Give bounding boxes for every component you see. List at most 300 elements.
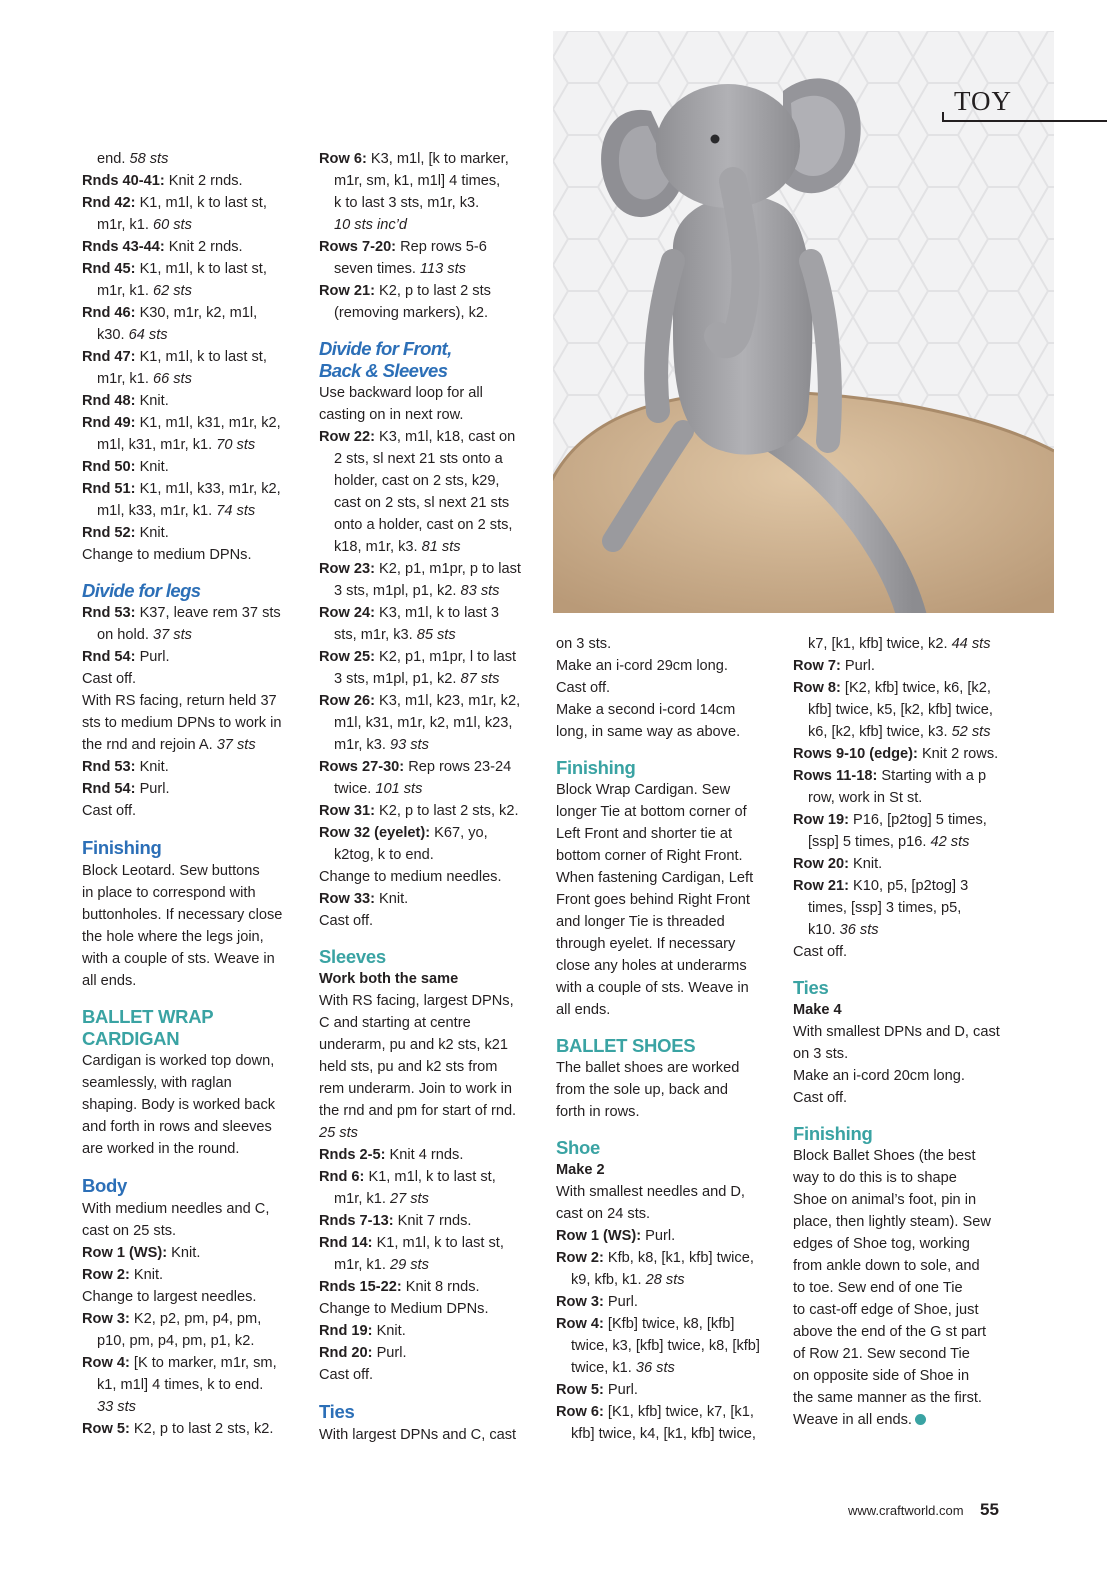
- instruction-text: Shoe on animal’s foot, pin in: [793, 1192, 977, 1208]
- pattern-line: [82, 800, 304, 822]
- pattern-line: [319, 148, 544, 170]
- instruction-text: casting on in next row.: [319, 407, 464, 423]
- pattern-line: [82, 456, 304, 478]
- instruction-text: row, work in St st.: [808, 790, 923, 806]
- instruction-text: K1, m1l, k to last st,: [135, 261, 267, 277]
- instruction-text: With smallest needles and D,: [556, 1184, 745, 1200]
- section-tag: [942, 86, 1107, 122]
- row-label: Row 33:: [319, 891, 375, 907]
- instruction-text: [ssp] 5 times, p16.: [808, 834, 931, 850]
- pattern-line: [82, 324, 304, 346]
- pattern-line: [319, 514, 544, 536]
- instruction-text: Purl.: [603, 1382, 638, 1398]
- row-label: Row 4:: [556, 1316, 604, 1332]
- row-label: Rnds 7-13:: [319, 1213, 394, 1229]
- instruction-text: K2, p to last 2 sts, k2.: [129, 1421, 274, 1437]
- pattern-line: [319, 1210, 544, 1232]
- pattern-line: [82, 1198, 304, 1220]
- pattern-line: [319, 404, 544, 426]
- spacer: [556, 743, 778, 757]
- instruction-text: K2, p1, m1pr, p to last: [374, 561, 521, 577]
- row-label: Rnd 51:: [82, 481, 136, 497]
- row-label: Row 3:: [556, 1294, 604, 1310]
- row-label: Rnds 43-44:: [82, 239, 165, 255]
- instruction-text: the hole where the legs join,: [82, 929, 264, 945]
- pattern-line: [556, 801, 778, 823]
- pattern-line: [556, 655, 778, 677]
- pattern-line: [319, 1122, 544, 1144]
- instruction-text: m1l, k31, m1r, k2, m1l, k23,: [334, 715, 513, 731]
- pattern-line: [82, 1072, 304, 1094]
- pattern-line: [319, 236, 544, 258]
- pattern-line: [82, 170, 304, 192]
- instruction-text: Block Wrap Cardigan. Sew: [556, 782, 731, 798]
- pattern-line: [556, 1101, 778, 1123]
- pattern-line: [556, 999, 778, 1021]
- pattern-line: [793, 743, 1018, 765]
- instruction-text: sts, m1r, k3.: [334, 627, 417, 643]
- pattern-line: [82, 214, 304, 236]
- pattern-line: [319, 470, 544, 492]
- pattern-line: [793, 897, 1018, 919]
- instruction-text: and forth in rows and sleeves: [82, 1119, 272, 1135]
- section-heading: Shoe: [556, 1137, 601, 1158]
- pattern-line: [319, 492, 544, 514]
- stitch-count: 74 sts: [216, 503, 256, 519]
- row-label: Rnd 50:: [82, 459, 136, 475]
- stitch-count: 62 sts: [152, 283, 192, 299]
- pattern-line: [82, 346, 304, 368]
- pattern-line: [82, 602, 304, 624]
- stitch-count: 83 sts: [460, 583, 500, 599]
- pattern-line: [319, 1078, 544, 1100]
- section-heading: Back & Sleeves: [319, 360, 448, 381]
- row-label: Rnd 54:: [82, 781, 136, 797]
- instruction-text: k1, m1l] 4 times, k to end.: [97, 1377, 264, 1393]
- row-label: Row 20:: [793, 856, 849, 872]
- pattern-line: [82, 756, 304, 778]
- stitch-count: 10 sts inc’d: [334, 217, 408, 233]
- stitch-count: 70 sts: [216, 437, 256, 453]
- text-column-3: [556, 633, 778, 1445]
- section-heading: Ties: [319, 1401, 355, 1422]
- row-label: Row 5:: [556, 1382, 604, 1398]
- pattern-line: [82, 478, 304, 500]
- instruction-text: with a couple of sts. Weave in: [556, 980, 749, 996]
- pattern-line: [319, 1424, 544, 1446]
- section-heading: BALLET SHOES: [556, 1035, 696, 1056]
- pattern-line: [82, 1220, 304, 1242]
- section-tag-rule: [942, 120, 1107, 122]
- row-label: Row 23:: [319, 561, 375, 577]
- pattern-line: [319, 426, 544, 448]
- instruction-text: edges of Shoe tog, working: [793, 1236, 970, 1252]
- pattern-line: [793, 809, 1018, 831]
- section-heading: BALLET WRAP: [82, 1006, 214, 1027]
- instruction-text: Knit.: [135, 393, 169, 409]
- row-label: Row 8:: [793, 680, 841, 696]
- pattern-line: [82, 302, 304, 324]
- row-label: Row 19:: [793, 812, 849, 828]
- pattern-line: [82, 236, 304, 258]
- instruction-text: Left Front and shorter tie at: [556, 826, 733, 842]
- pattern-line: [319, 1254, 544, 1276]
- pattern-line: [82, 1396, 304, 1418]
- pattern-line: [82, 500, 304, 522]
- instruction-text: Knit.: [372, 1323, 406, 1339]
- pattern-line: [319, 1298, 544, 1320]
- instruction-text: [K1, kfb] twice, k7, [k1,: [603, 1404, 754, 1420]
- pattern-line: [319, 646, 544, 668]
- pattern-line: [319, 1166, 544, 1188]
- instruction-text: to cast-off edge of Shoe, just: [793, 1302, 979, 1318]
- instruction-text: Knit 2 rnds.: [164, 239, 243, 255]
- text-column-4: [793, 633, 1018, 1431]
- instruction-text: k18, m1r, k3.: [334, 539, 422, 555]
- pattern-line: [82, 1352, 304, 1374]
- stitch-count: 58 sts: [129, 151, 169, 167]
- pattern-line: [319, 580, 544, 602]
- section-heading: CARDIGAN: [82, 1028, 180, 1049]
- instruction-text: Weave in all ends.: [793, 1412, 912, 1428]
- pattern-line: [556, 1225, 778, 1247]
- stitch-count: 29 sts: [389, 1257, 429, 1273]
- instruction-text: k6, [k2, kfb] twice, k3.: [808, 724, 952, 740]
- instruction-text: (removing markers), k2.: [334, 305, 489, 321]
- instruction-text: With RS facing, largest DPNs,: [319, 993, 514, 1009]
- pattern-line: [82, 860, 304, 882]
- spacer: [319, 1386, 544, 1400]
- row-label: Row 25:: [319, 649, 375, 665]
- row-label: Rows 27-30:: [319, 759, 405, 775]
- row-label: Row 21:: [793, 878, 849, 894]
- instruction-text: K3, m1l, k18, cast on: [374, 429, 516, 445]
- pattern-line: [793, 1211, 1018, 1233]
- instruction-text: kfb] twice, k4, [k1, kfb] twice,: [571, 1426, 756, 1442]
- pattern-line: [82, 904, 304, 926]
- row-label: Rnd 53:: [82, 759, 136, 775]
- pattern-line: [793, 853, 1018, 875]
- stitch-count: 87 sts: [460, 671, 500, 687]
- instruction-text: on opposite side of Shoe in: [793, 1368, 970, 1384]
- pattern-line: [793, 787, 1018, 809]
- row-label: Rnd 49:: [82, 415, 136, 431]
- instruction-text: K2, p to last 2 sts: [374, 283, 491, 299]
- pattern-line: [82, 280, 304, 302]
- row-label: Row 3:: [82, 1311, 130, 1327]
- row-label: Rnd 46:: [82, 305, 136, 321]
- pattern-line: [793, 831, 1018, 853]
- instruction-text: The ballet shoes are worked: [556, 1060, 740, 1076]
- pattern-line: [319, 1342, 544, 1364]
- footer-url[interactable]: www.craftworld.com: [848, 1503, 964, 1518]
- instruction-text: k to last 3 sts, m1r, k3.: [334, 195, 480, 211]
- instruction-text: on 3 sts.: [556, 636, 612, 652]
- spacer: [319, 932, 544, 946]
- section-heading: Finishing: [793, 1123, 873, 1144]
- pattern-line: [319, 712, 544, 734]
- instruction-text: to toe. Sew end of one Tie: [793, 1280, 963, 1296]
- row-label: Row 26:: [319, 693, 375, 709]
- pattern-line: [319, 624, 544, 646]
- instruction-text: Change to Medium DPNs.: [319, 1301, 489, 1317]
- instruction-text: seamlessly, with raglan: [82, 1075, 232, 1091]
- instruction-text: Cast off.: [793, 1090, 848, 1106]
- stitch-count: 81 sts: [421, 539, 461, 555]
- pattern-line: [793, 1233, 1018, 1255]
- row-label: Rows 9-10 (edge):: [793, 746, 918, 762]
- pattern-line: [319, 1144, 544, 1166]
- stitch-count: 33 sts: [97, 1399, 136, 1415]
- row-label: Rnd 20:: [319, 1345, 373, 1361]
- instruction-text: the same manner as the first.: [793, 1390, 982, 1406]
- instruction-text: Rep rows 23-24: [404, 759, 512, 775]
- instruction-text: seven times.: [334, 261, 420, 277]
- instruction-text: onto a holder, cast on 2 sts,: [334, 517, 513, 533]
- instruction-text: P16, [p2tog] 5 times,: [848, 812, 987, 828]
- pattern-line: [793, 1065, 1018, 1087]
- pattern-line: [556, 1357, 778, 1379]
- section-heading: Body: [82, 1175, 128, 1196]
- text-column-2: [319, 148, 544, 1446]
- instruction-text: K1, m1l, k31, m1r, k2,: [135, 415, 281, 431]
- instruction-text: K30, m1r, k2, m1l,: [135, 305, 258, 321]
- pattern-line: [319, 214, 544, 236]
- stitch-count: 36 sts: [839, 922, 879, 938]
- pattern-line: [556, 911, 778, 933]
- stitch-count: 113 sts: [419, 261, 466, 277]
- pattern-line: [319, 170, 544, 192]
- row-label: Rnd 53:: [82, 605, 136, 621]
- instruction-text: k9, kfb, k1.: [571, 1272, 646, 1288]
- stitch-count: 36 sts: [635, 1360, 675, 1376]
- instruction-text: on 3 sts.: [793, 1046, 849, 1062]
- pattern-line: [82, 734, 304, 756]
- stitch-count: 28 sts: [645, 1272, 685, 1288]
- instruction-text: m1r, k1.: [97, 283, 153, 299]
- pattern-line: [82, 412, 304, 434]
- row-label: Rnds 15-22:: [319, 1279, 402, 1295]
- row-label: Rnd 52:: [82, 525, 136, 541]
- row-label: Row 6:: [319, 151, 367, 167]
- spacer: [319, 324, 544, 338]
- instruction-text: Starting with a p: [877, 768, 987, 784]
- instruction-text: Knit 4 rnds.: [385, 1147, 464, 1163]
- row-label: Row 7:: [793, 658, 841, 674]
- row-label: Rnd 45:: [82, 261, 136, 277]
- pattern-line: [319, 302, 544, 324]
- pattern-line: [82, 1418, 304, 1440]
- instruction-text: Cast off.: [82, 671, 137, 687]
- pattern-line: [556, 1423, 778, 1445]
- instruction-text: cast on 24 sts.: [556, 1206, 651, 1222]
- row-label: Row 1 (WS):: [556, 1228, 642, 1244]
- instruction-text: place, then lightly steam). Sew: [793, 1214, 991, 1230]
- instruction-text: Use backward loop for all: [319, 385, 483, 401]
- instruction-text: With medium needles and C,: [82, 1201, 270, 1217]
- instruction-text: cast on 2 sts, sl next 21 sts: [334, 495, 510, 511]
- pattern-line: [319, 1012, 544, 1034]
- pattern-line: [556, 1379, 778, 1401]
- instruction-text: C and starting at centre: [319, 1015, 471, 1031]
- instruction-text: m1r, k3.: [334, 737, 390, 753]
- pattern-line: [319, 382, 544, 404]
- instruction-text: K1, m1l, k33, m1r, k2,: [135, 481, 281, 497]
- pattern-line: [793, 1343, 1018, 1365]
- instruction-text: K2, p1, m1pr, l to last: [374, 649, 517, 665]
- pattern-line: [793, 941, 1018, 963]
- instruction-text: Purl.: [603, 1294, 638, 1310]
- pattern-line: [556, 1203, 778, 1225]
- pattern-line: [556, 889, 778, 911]
- pattern-line: [82, 926, 304, 948]
- pattern-line: [319, 1364, 544, 1386]
- instruction-text: Make an i-cord 20cm long.: [793, 1068, 965, 1084]
- row-label: Row 2:: [82, 1267, 130, 1283]
- stitch-count: 44 sts: [951, 636, 991, 652]
- section-heading: Divide for legs: [82, 580, 201, 601]
- instruction-text: With smallest DPNs and D, cast: [793, 1024, 1000, 1040]
- instruction-text: sts to medium DPNs to work in: [82, 715, 282, 731]
- instruction-text: from ankle down to sole, and: [793, 1258, 980, 1274]
- instruction-text: rem underarm. Join to work in: [319, 1081, 513, 1097]
- pattern-line: [319, 1056, 544, 1078]
- instruction-text: forth in rows.: [556, 1104, 640, 1120]
- row-label: Row 21:: [319, 283, 375, 299]
- instruction-text: all ends.: [82, 973, 137, 989]
- spacer: [556, 1123, 778, 1137]
- row-label: Row 22:: [319, 429, 375, 445]
- pattern-line: [82, 544, 304, 566]
- instruction-text: Cast off.: [793, 944, 848, 960]
- text-column-1: [82, 148, 304, 1440]
- pattern-line: [82, 1264, 304, 1286]
- row-label: Row 5:: [82, 1421, 130, 1437]
- instruction-text: p10, pm, p4, pm, p1, k2.: [97, 1333, 255, 1349]
- pattern-line: [82, 970, 304, 992]
- row-label: Rows 11-18:: [793, 768, 878, 784]
- instruction-text: K2, p to last 2 sts, k2.: [374, 803, 519, 819]
- pattern-line: [82, 668, 304, 690]
- row-label: Rnd 48:: [82, 393, 136, 409]
- pattern-line: [319, 778, 544, 800]
- section-heading: Ties: [793, 977, 829, 998]
- stitch-count: 37 sts: [216, 737, 256, 753]
- pattern-line: [319, 734, 544, 756]
- pattern-line: [319, 866, 544, 888]
- pattern-line: [556, 633, 778, 655]
- pattern-line: [556, 1313, 778, 1335]
- pattern-line: [319, 756, 544, 778]
- spacer: [793, 963, 1018, 977]
- pattern-line: [82, 690, 304, 712]
- page-number: 55: [980, 1500, 999, 1519]
- instruction-text: Knit 7 rnds.: [393, 1213, 472, 1229]
- instruction-text: above the end of the G st part: [793, 1324, 987, 1340]
- pattern-line: [793, 1321, 1018, 1343]
- instruction-text: Purl.: [135, 781, 170, 797]
- pattern-line: [556, 1335, 778, 1357]
- instruction-text: the rnd and rejoin A.: [82, 737, 217, 753]
- instruction-text: in place to correspond with: [82, 885, 256, 901]
- instruction-text: underarm, pu and k2 sts, k21: [319, 1037, 509, 1053]
- pattern-line: [793, 1043, 1018, 1065]
- subheading: Work both the same: [319, 971, 459, 987]
- instruction-text: Knit.: [135, 759, 169, 775]
- pattern-line: [793, 1387, 1018, 1409]
- instruction-text: 3 sts, m1pl, p1, k2.: [334, 583, 461, 599]
- instruction-text: Purl.: [641, 1228, 676, 1244]
- instruction-text: Knit 2 rows.: [917, 746, 999, 762]
- instruction-text: K1, m1l, k to last st,: [135, 195, 267, 211]
- pattern-line: [556, 1269, 778, 1291]
- row-label: Rnd 6:: [319, 1169, 365, 1185]
- instruction-text: Purl.: [840, 658, 875, 674]
- pattern-line: [793, 1087, 1018, 1109]
- instruction-text: Change to largest needles.: [82, 1289, 257, 1305]
- pattern-line: [319, 910, 544, 932]
- instruction-text: Front goes behind Right Front: [556, 892, 750, 908]
- instruction-text: K3, m1l, [k to marker,: [366, 151, 509, 167]
- pattern-line: [556, 699, 778, 721]
- pattern-line: [82, 1286, 304, 1308]
- section-tag-label: TOY: [954, 86, 1013, 116]
- instruction-text: bottom corner of Right Front.: [556, 848, 743, 864]
- instruction-text: K2, p2, pm, p4, pm,: [129, 1311, 262, 1327]
- section-heading: Finishing: [82, 837, 162, 858]
- pattern-line: [556, 1401, 778, 1423]
- instruction-text: twice, k3, [kfb] twice, k8, [kfb]: [571, 1338, 760, 1354]
- instruction-text: K1, m1l, k to last st,: [372, 1235, 504, 1251]
- instruction-text: K3, m1l, k23, m1r, k2,: [374, 693, 521, 709]
- section-heading: Divide for Front,: [319, 338, 452, 359]
- instruction-text: K3, m1l, k to last 3: [374, 605, 500, 621]
- row-label: Row 1 (WS):: [82, 1245, 168, 1261]
- instruction-text: twice.: [334, 781, 376, 797]
- pattern-line: [319, 1188, 544, 1210]
- pattern-line: [82, 1050, 304, 1072]
- pattern-line: [319, 1276, 544, 1298]
- stitch-count: 101 sts: [375, 781, 423, 797]
- spacer: [82, 822, 304, 836]
- instruction-text: Knit.: [135, 459, 169, 475]
- instruction-text: [K2, kfb] twice, k6, [k2,: [840, 680, 991, 696]
- instruction-text: Purl.: [135, 649, 170, 665]
- instruction-text: Cast off.: [556, 680, 611, 696]
- instruction-text: Make a second i-cord 14cm: [556, 702, 736, 718]
- row-label: Rows 7-20:: [319, 239, 397, 255]
- pattern-line: [319, 1232, 544, 1254]
- row-label: Rnds 40-41:: [82, 173, 165, 189]
- instruction-text: Cast off.: [319, 913, 374, 929]
- instruction-text: m1r, k1.: [97, 371, 153, 387]
- pattern-line: [82, 1094, 304, 1116]
- instruction-text: from the sole up, back and: [556, 1082, 728, 1098]
- pattern-line: [319, 990, 544, 1012]
- stitch-count: 60 sts: [152, 217, 192, 233]
- row-label: Rnd 47:: [82, 349, 136, 365]
- pattern-line: [82, 1308, 304, 1330]
- pattern-line: [793, 875, 1018, 897]
- instruction-text: Purl.: [372, 1345, 407, 1361]
- instruction-text: K67, yo,: [430, 825, 488, 841]
- row-label: Row 32 (eyelet):: [319, 825, 431, 841]
- pattern-line: [556, 1079, 778, 1101]
- pattern-line: [319, 192, 544, 214]
- pattern-line: [82, 192, 304, 214]
- instruction-text: K1, m1l, k to last st,: [135, 349, 267, 365]
- instruction-text: on hold.: [97, 627, 153, 643]
